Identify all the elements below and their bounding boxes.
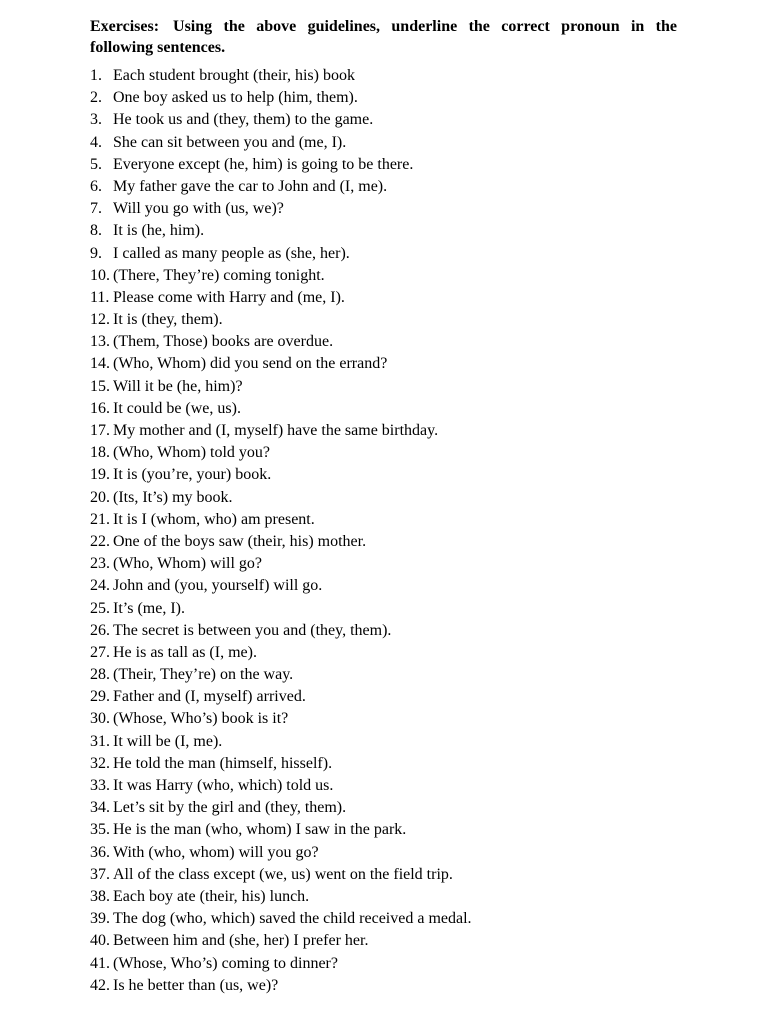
exercise-sentence: One of the boys saw (their, his) mother. (113, 532, 367, 550)
exercise-sentence: (Them, Those) books are overdue. (113, 333, 334, 351)
exercise-item (90, 864, 677, 886)
exercise-number: 6. (90, 177, 102, 195)
exercise-number: 37. (90, 865, 110, 883)
exercise-sentence: Will it be (he, him)? (113, 377, 243, 395)
exercise-sentence: Is he better than (us, we)? (113, 976, 279, 994)
exercise-sentence: Please come with Harry and (me, I). (113, 288, 345, 306)
exercise-item (90, 398, 677, 420)
exercise-item (90, 420, 677, 442)
exercise-number: 18. (90, 444, 110, 462)
exercise-number: 2. (90, 89, 102, 107)
exercise-item (90, 353, 677, 375)
exercise-number: 5. (90, 155, 102, 173)
exercise-heading-lead: Exercises: (90, 18, 160, 35)
exercise-item (90, 842, 677, 864)
exercise-item (90, 908, 677, 930)
exercise-sentence: He took us and (they, them) to the game. (113, 111, 374, 129)
exercise-sentence: The dog (who, which) saved the child received a medal. (113, 910, 472, 928)
exercise-number: 26. (90, 621, 110, 639)
exercise-sentence: Between him and (she, her) I prefer her. (113, 932, 369, 950)
exercise-item (90, 620, 677, 642)
exercise-sentence: It was Harry (who, which) told us. (113, 777, 334, 794)
exercise-number: 41. (90, 954, 110, 972)
exercise-sentence: My father gave the car to John and (I, me). (113, 177, 388, 195)
exercise-item (90, 598, 677, 620)
exercise-sentence: Everyone except (he, him) is going to be there. (113, 155, 414, 173)
exercise-number: 1. (90, 67, 102, 84)
exercise-item (90, 642, 677, 664)
exercise-item (90, 154, 677, 176)
exercise-number: 9. (90, 244, 102, 262)
exercise-number: 15. (90, 377, 110, 395)
exercise-item (90, 464, 677, 486)
exercise-sentence: Will you go with (us, we)? (113, 200, 284, 218)
exercise-item (90, 287, 677, 309)
exercise-number: 7. (90, 200, 102, 218)
exercise-number: 22. (90, 532, 110, 550)
exercise-sentence: It could be (we, us). (113, 399, 241, 417)
exercise-number: 38. (90, 887, 110, 905)
exercise-item (90, 109, 677, 131)
exercise-sentence: Each boy ate (their, his) lunch. (113, 887, 310, 905)
exercise-sentence: My mother and (I, myself) have the same birthday. (113, 422, 439, 439)
exercise-sentence: All of the class except (we, us) went on the field trip. (113, 865, 453, 883)
exercise-number: 34. (90, 799, 110, 817)
exercise-item (90, 376, 677, 398)
exercise-number: 28. (90, 666, 110, 684)
exercise-item (90, 575, 677, 597)
exercise-sentence: It will be (I, me). (113, 732, 223, 750)
exercise-sentence: She can sit between you and (me, I). (113, 133, 347, 151)
exercise-number: 39. (90, 910, 110, 928)
exercise-number: 13. (90, 333, 110, 351)
exercise-item (90, 775, 677, 797)
exercise-item (90, 309, 677, 331)
exercise-item (90, 686, 677, 708)
exercise-number: 11. (90, 288, 110, 306)
exercise-item (90, 509, 677, 531)
exercise-item (90, 243, 677, 265)
exercise-sentence: He told the man (himself, hisself). (113, 754, 333, 772)
exercise-sentence: (There, They’re) coming tonight. (113, 266, 325, 284)
exercise-item (90, 708, 677, 730)
exercise-sentence: With (who, whom) will you go? (113, 843, 319, 861)
exercise-number: 36. (90, 843, 110, 861)
exercise-heading (90, 16, 677, 58)
exercise-number: 19. (90, 466, 110, 484)
exercise-number: 12. (90, 311, 110, 329)
exercise-number: 20. (90, 488, 110, 506)
exercise-item (90, 198, 677, 220)
document-page (90, 16, 677, 997)
exercise-item (90, 176, 677, 198)
exercise-number: 16. (90, 399, 110, 417)
exercise-number: 30. (90, 710, 110, 728)
exercise-number: 33. (90, 777, 110, 794)
exercise-number: 23. (90, 555, 110, 573)
exercise-sentence: One boy asked us to help (him, them). (113, 89, 358, 107)
exercise-sentence: Each student brought (their, his) book (113, 67, 355, 84)
exercise-item (90, 930, 677, 952)
exercise-number: 35. (90, 821, 110, 839)
exercise-item (90, 753, 677, 775)
exercise-sentence: (Who, Whom) will go? (113, 555, 263, 573)
exercise-sentence: It is I (whom, who) am present. (113, 510, 315, 528)
exercise-sentence: The secret is between you and (they, them). (113, 621, 392, 639)
exercise-sentence: He is the man (who, whom) I saw in the park. (113, 821, 407, 839)
exercise-item (90, 265, 677, 287)
exercise-number: 14. (90, 355, 110, 373)
exercise-item (90, 132, 677, 154)
exercise-item (90, 331, 677, 353)
exercise-sentence: (Who, Whom) told you? (113, 444, 271, 462)
exercise-item (90, 797, 677, 819)
exercise-item (90, 65, 677, 87)
exercise-item (90, 975, 677, 997)
exercise-sentence: It is (you’re, your) book. (113, 466, 272, 484)
exercise-item (90, 819, 677, 841)
exercise-item (90, 886, 677, 908)
exercise-number: 29. (90, 688, 110, 706)
exercise-number: 42. (90, 976, 110, 994)
exercise-number: 8. (90, 222, 102, 240)
exercise-sentence: He is as tall as (I, me). (113, 643, 257, 661)
exercise-sentence: It’s (me, I). (113, 599, 185, 617)
exercise-number: 4. (90, 133, 102, 151)
exercise-sentence: I called as many people as (she, her). (113, 244, 350, 262)
exercise-sentence: (Whose, Who’s) coming to dinner? (113, 954, 338, 972)
exercise-sentence: It is (he, him). (113, 222, 205, 240)
exercise-number: 21. (90, 510, 110, 528)
exercise-heading-text: Using the above guidelines, underline the correct pronoun in the following sentences. (90, 18, 677, 56)
exercise-number: 17. (90, 422, 110, 439)
exercise-item (90, 731, 677, 753)
exercise-item (90, 531, 677, 553)
exercise-sentence: (Their, They’re) on the way. (113, 666, 294, 684)
exercise-item (90, 442, 677, 464)
exercise-sentence: (Its, It’s) my book. (113, 488, 233, 506)
exercise-item (90, 220, 677, 242)
exercise-sentence: Let’s sit by the girl and (they, them). (113, 799, 347, 817)
exercise-list (90, 65, 677, 997)
exercise-sentence: Father and (I, myself) arrived. (113, 688, 306, 706)
exercise-sentence: John and (you, yourself) will go. (113, 577, 323, 595)
exercise-number: 25. (90, 599, 110, 617)
exercise-item (90, 87, 677, 109)
exercise-item (90, 553, 677, 575)
exercise-sentence: (Whose, Who’s) book is it? (113, 710, 289, 728)
exercise-number: 24. (90, 577, 110, 595)
exercise-item (90, 953, 677, 975)
exercise-number: 27. (90, 643, 110, 661)
exercise-number: 31. (90, 732, 110, 750)
exercise-number: 32. (90, 754, 110, 772)
exercise-number: 3. (90, 111, 102, 129)
exercise-item (90, 664, 677, 686)
exercise-number: 40. (90, 932, 110, 950)
exercise-number: 10. (90, 266, 110, 284)
exercise-sentence: It is (they, them). (113, 311, 223, 329)
exercise-item (90, 487, 677, 509)
exercise-sentence: (Who, Whom) did you send on the errand? (113, 355, 388, 373)
